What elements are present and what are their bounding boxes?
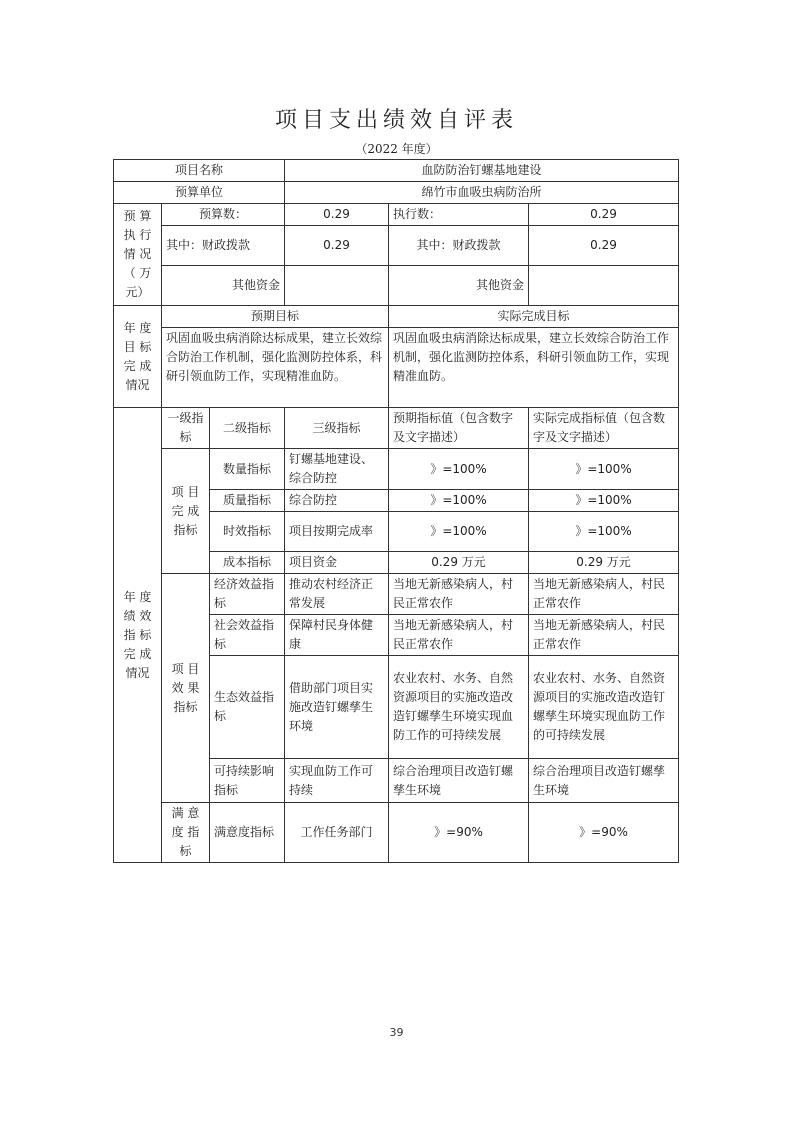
level2-header: 二级指标: [210, 408, 285, 449]
goals-text-row: [114, 328, 679, 408]
effect-group-label: 项 目 效 果 指标: [162, 574, 210, 803]
fiscal-exec-value: 0.29: [529, 226, 679, 266]
actual-value-cell: 农业农村、水务、自然资源项目的实施改造改造钉螺孳生环境实现血防工作的可持续发展: [529, 656, 679, 759]
project-name-row: [114, 160, 679, 182]
budget-row: [114, 204, 679, 226]
level2-cell: 数量指标: [210, 449, 285, 490]
indicator-row-satisfaction: [114, 803, 679, 863]
exec-amount-value: 0.29: [529, 204, 679, 226]
planned-value-cell: 》=100%: [389, 449, 529, 490]
planned-value-header: 预期指标值（包含数字及文字描述）: [389, 408, 529, 449]
level3-cell: 保障村民身体健康: [285, 615, 389, 656]
level3-cell: 综合防控: [285, 490, 389, 512]
budget-section-label: 预 算 执 行 情 况 （ 万 元）: [114, 204, 162, 306]
planned-value-cell: 农业农村、水务、自然资源项目的实施改造改造钉螺孳生环境实现血防工作的可持续发展: [389, 656, 529, 759]
actual-value-cell: 》=100%: [529, 449, 679, 490]
level2-cell: 可持续影响指标: [210, 759, 285, 803]
fiscal-exec-label: 其中：财政拨款: [389, 226, 529, 266]
level2-cell: 质量指标: [210, 490, 285, 512]
project-name-value: 血防防治钉螺基地建设: [285, 160, 679, 182]
planned-goal-text: 巩固血吸虫病消除达标成果，建立长效综合防治工作机制，强化监测防控体系，科研引领血防工作，实现精准血防。: [162, 328, 389, 408]
satisfaction-group-label: 满 意 度 指 标: [162, 803, 210, 863]
level2-cell: 满意度指标: [210, 803, 285, 863]
planned-value-cell: 综合治理项目改造钉螺孳生环境: [389, 759, 529, 803]
actual-value-cell: 综合治理项目改造钉螺孳生环境: [529, 759, 679, 803]
actual-value-cell: 当地无新感染病人，村民正常农作: [529, 574, 679, 615]
completion-group-label: 项 目 完 成 指标: [162, 449, 210, 574]
level3-header: 三级指标: [285, 408, 389, 449]
other-funds-exec-value: [529, 266, 679, 306]
page-number: 39: [389, 1026, 404, 1039]
budget-unit-label: 预算单位: [114, 182, 285, 204]
project-name-label: 项目名称: [114, 160, 285, 182]
document-title: 项目支出绩效自评表: [274, 108, 518, 133]
level3-cell: 钉螺基地建设、综合防控: [285, 449, 389, 490]
planned-goal-header: 预期目标: [162, 306, 389, 328]
actual-value-cell: 0.29 万元: [529, 552, 679, 574]
exec-amount-label: 执行数：: [389, 204, 529, 226]
level2-cell: 经济效益指标: [210, 574, 285, 615]
indicators-section-label: 年 度 绩 效 指 标 完 成 情况: [114, 408, 162, 863]
goals-header-row: [114, 306, 679, 328]
level3-cell: 项目按期完成率: [285, 512, 389, 552]
level3-cell: 工作任务部门: [285, 803, 389, 863]
budget-amount-label: 预算数：: [162, 204, 285, 226]
actual-value-header: 实际完成指标值（包含数字及文字描述）: [529, 408, 679, 449]
planned-value-cell: 》=90%: [389, 803, 529, 863]
fiscal-label: 其中：财政拨款: [162, 226, 285, 266]
level3-cell: 借助部门项目实施改造钉螺孳生环境: [285, 656, 389, 759]
other-funds-row: [114, 266, 679, 306]
self-evaluation-table: [113, 159, 679, 863]
budget-unit-value: 绵竹市血吸虫病防治所: [285, 182, 679, 204]
goals-section-label: 年 度 目 标 完 成 情况: [114, 306, 162, 408]
planned-value-cell: 当地无新感染病人，村民正常农作: [389, 615, 529, 656]
level3-cell: 项目资金: [285, 552, 389, 574]
other-funds-label: 其他资金: [162, 266, 285, 306]
indicator-row-quantity: [114, 449, 679, 490]
planned-value-cell: 》=100%: [389, 490, 529, 512]
actual-value-cell: 当地无新感染病人，村民正常农作: [529, 615, 679, 656]
planned-value-cell: 》=100%: [389, 512, 529, 552]
actual-goal-text: 巩固血吸虫病消除达标成果，建立长效综合防治工作机制，强化监测防控体系，科研引领血防工作，实现精准血防。: [389, 328, 679, 408]
level2-cell: 成本指标: [210, 552, 285, 574]
level2-cell: 社会效益指标: [210, 615, 285, 656]
indicator-row-economic: [114, 574, 679, 615]
fiscal-row: [114, 226, 679, 266]
actual-value-cell: 》=100%: [529, 490, 679, 512]
planned-value-cell: 0.29 万元: [389, 552, 529, 574]
other-funds-exec-label: 其他资金: [389, 266, 529, 306]
level3-cell: 推动农村经济正常发展: [285, 574, 389, 615]
indicator-header-row: [114, 408, 679, 449]
actual-goal-header: 实际完成目标: [389, 306, 679, 328]
level3-cell: 实现血防工作可持续: [285, 759, 389, 803]
document-year: （2022 年度）: [355, 142, 438, 156]
level1-header: 一级指标: [162, 408, 210, 449]
budget-unit-row: [114, 182, 679, 204]
budget-amount-value: 0.29: [285, 204, 389, 226]
level2-cell: 生态效益指标: [210, 656, 285, 759]
fiscal-value: 0.29: [285, 226, 389, 266]
actual-value-cell: 》=90%: [529, 803, 679, 863]
other-funds-value: [285, 266, 389, 306]
actual-value-cell: 》=100%: [529, 512, 679, 552]
level2-cell: 时效指标: [210, 512, 285, 552]
planned-value-cell: 当地无新感染病人，村民正常农作: [389, 574, 529, 615]
